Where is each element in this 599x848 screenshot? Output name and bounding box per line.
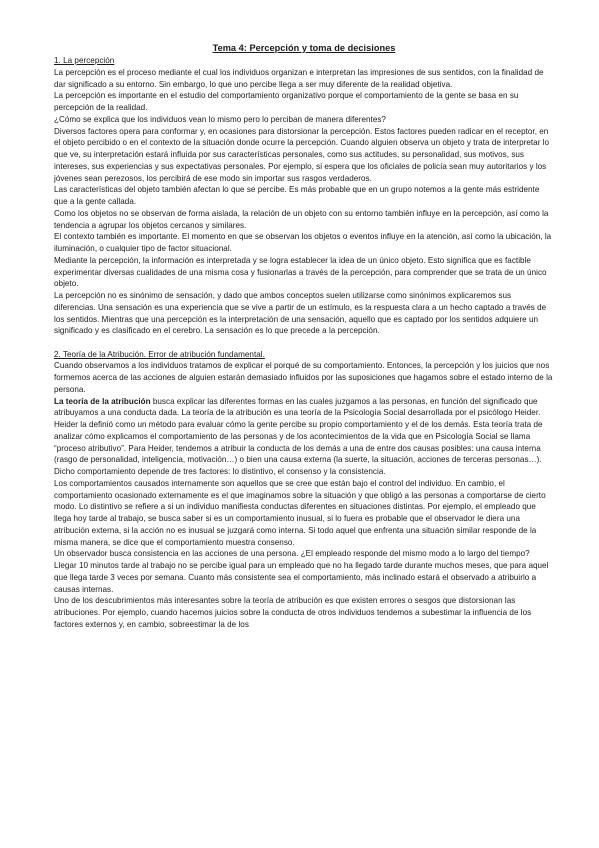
bold-term: La teoría de la atribución <box>54 396 151 406</box>
paragraph <box>54 396 554 467</box>
paragraph: La percepción es el proceso mediante el cual los individuos organizan e interpretan las impresiones de sus sentidos, con la finalidad de dar significado a su entorno. Sin embargo, lo que uno percibe llega a ser muy diferente de la realidad objetiva. <box>54 67 544 89</box>
paragraph: Mediante la percepción, la información es interpretada y se logra establecer la idea de un único objeto. Esto significa que es factible experimentar diversas cualidades de una misma cosa y fusionarlas a través de la percepción, para comprender que se trata de un único objeto. <box>54 255 547 289</box>
paragraph: Cuando observamos a los individuos tratamos de explicar el porqué de su comportamiento. Entonces, la percepción y los juicios que nos formemos acerca de las acciones de alguien estarán demasiado influidos por las suposiciones que hagamos sobre el estado interno de la persona. <box>54 361 553 394</box>
paragraph: Uno de los descubrimientos más interesantes sobre la teoría de atribución es que existen errores o sesgos que distorsionan las atribuciones. Por ejemplo, cuando hacemos juicios sobre la conducta de otros individuos tendemos a subestimar la influencia de los factores externos y, en cambio, sobreestimar la de los <box>54 596 532 629</box>
paragraph: Los comportamientos causados internamente son aquellos que se cree que están bajo el control del individuo. En cambio, el comportamiento ocasionado externamente es el que imaginamos sobre la situación y que obligó a las personas a comportarse de cierto modo. Lo distintivo se refiere a si un individuo manifiesta conductas diferentes en situaciones distintas. Por ejemplo, el empleado que llega hoy tarde al trabajo, se busca saber si es un comportamiento inusual, si lo fuera es probable que el observador le diera una atribución externa, si la acción no es inusual se juzgará como interna. Si todo aquel que enfrenta una situación similar responde de la misma manera, se dice que el comportamiento muestra consenso. <box>54 478 546 547</box>
paragraph: El contexto también es importante. El momento en que se observan los objetos o eventos influye en la atención, así como la ubicación, la iluminación, o cualquier tipo de factor situacional. <box>54 232 552 253</box>
document-page <box>54 42 554 631</box>
paragraph: La percepción no es sinónimo de sensación, y dado que ambos conceptos suelen utilizarse como sinónimos explicaremos sus diferencias. Una sensación es una experiencia que se vive a partir de un estímulo, es la respuesta clara a un hecho captado a través de los sentidos. Mientras que una percepción es la interpretación de una sensación, aquello que es captado por los sentidos adquiere un significado y es clasificado en el cerebro. La sensación es lo que precede a la percepción. <box>54 291 547 336</box>
paragraph: ¿Cómo se explica que los individuos vean lo mismo pero lo perciban de manera diferentes? <box>54 114 386 124</box>
paragraph: La percepción es importante en el estudio del comportamiento organizativo porque el comportamiento de la gente se basa en su percepción de la realidad. <box>54 91 519 112</box>
section-spacer <box>54 337 554 349</box>
paragraph: Las características del objeto también afectan lo que se percibe. Es más probable que en un grupo notemos a la gente más estridente que a la gente callada. <box>54 185 540 206</box>
paragraph: Un observador busca consistencia en las acciones de una persona. ¿El empleado responde del mismo modo a lo largo del tiempo? Llegar 10 minutos tarde al trabajo no se percibe igual para un empleado que no ha llegado tarde durante muchos meses, que para aquel que llega tarde 3 veces por semana. Cuanto más consistente sea el comportamiento, más inclinado estará el observado a atribuirlo a causas internas. <box>54 549 549 594</box>
paragraph: Como los objetos no se observan de forma aislada, la relación de un objeto con su entorno también influye en la percepción, así como la tendencia a agrupar los objetos cercanos y similares. <box>54 208 549 230</box>
paragraph: Dicho comportamiento depende de tres factores: lo distintivo, el consenso y la consistencia. <box>54 467 386 476</box>
paragraph-text: busca explicar las diferentes formas en las cuales juzgamos a las personas, en función del significado que atribuyamos a una conducta dada. La teoría de la atribución es una teoría de la Psicología Social desarrollada por el psicólogo Heider. Heider la definió como un método para evaluar cómo la gente percibe su propio comportamiento y el de los demás. Esta teoría trata de analizar cómo explicamos el comportamiento de las personas y de los acontecimientos de la vida que en Psicología Social se llama “proceso atributivo”. Para Heider, tendemos a atribuir la conducta de los demás a una de entre dos causas posibles: una causa interna (rasgo de personalidad, inteligencia, motivación…) o bien una causa externa (la suerte, la situación, acciones de terceras personas…). <box>54 396 543 465</box>
paragraph: Diversos factores opera para conformar y, en ocasiones para distorsionar la percepción. Estos factores pueden radicar en el receptor, en el objeto percibido o en el contexto de la situación donde ocurre la percepción. Cuando alguien observa un objeto y trata de interpretar lo que ve, su interpretación estará influida por sus características personales, como sus actitudes, su personalidad, sus motivos, sus intereses, sus experiencias y sus expectativas personales. Por ejemplo, si espera que los oficiales de policía sean muy autoritarios y los jóvenes sean perezosos, los percibirá de ese modo sin importar sus rasgos verdaderos. <box>54 126 550 183</box>
page-title: Tema 4: Percepción y toma de decisiones <box>212 43 396 53</box>
section-heading-atribucion: 2. Teoría de la Atribución. Error de atribución fundamental. <box>54 349 265 359</box>
section-heading-percepcion: 1. La percepción <box>54 56 115 65</box>
